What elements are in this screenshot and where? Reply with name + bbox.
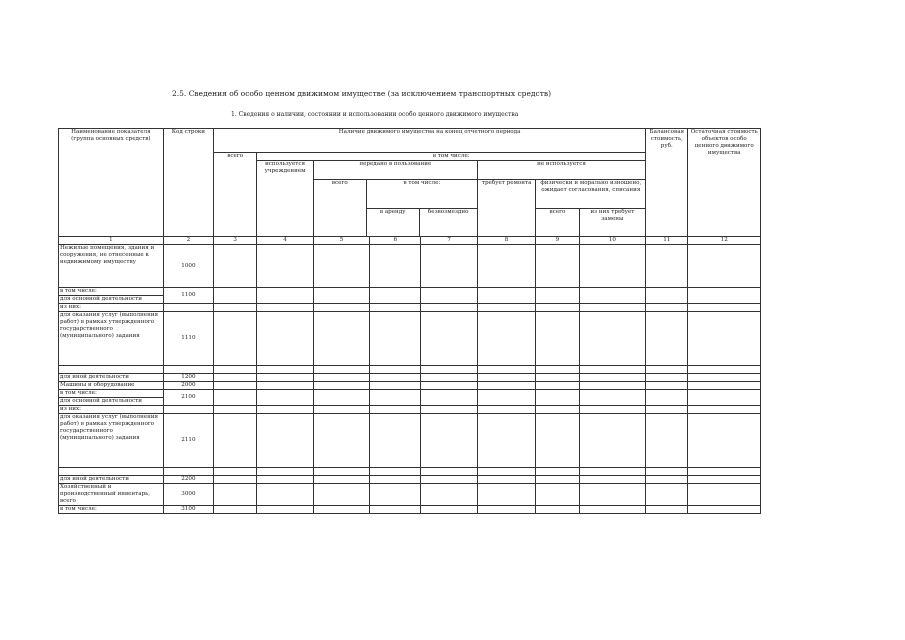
header-residual-cost: Остаточная стоимость объектов особо ценного движимого имущества	[688, 129, 761, 237]
value-cell[interactable]	[477, 304, 535, 312]
value-cell[interactable]	[214, 382, 257, 390]
row-code: 2200	[163, 476, 213, 484]
spacer-row	[59, 468, 761, 476]
row-label: для иной деятельности	[59, 374, 164, 382]
column-number: 11	[646, 237, 688, 245]
value-cell[interactable]	[477, 506, 535, 514]
value-cell[interactable]	[646, 476, 688, 484]
value-cell[interactable]	[370, 390, 421, 406]
value-cell[interactable]	[536, 506, 579, 514]
header-free-use: безвозмездно	[427, 208, 469, 215]
value-cell[interactable]	[477, 484, 535, 506]
value-cell[interactable]	[257, 374, 313, 382]
header-transferred-total: всего	[314, 180, 367, 236]
table-row	[59, 312, 761, 366]
value-cell[interactable]	[257, 406, 313, 414]
value-cell[interactable]	[688, 312, 761, 366]
empty-cell	[477, 366, 535, 374]
value-cell[interactable]	[257, 506, 313, 514]
header-transferred: передано в пользование	[313, 161, 477, 180]
value-cell[interactable]	[313, 484, 369, 506]
empty-cell	[163, 366, 213, 374]
value-cell[interactable]	[370, 382, 421, 390]
column-number: 9	[536, 237, 579, 245]
value-cell[interactable]	[579, 484, 646, 506]
value-cell[interactable]	[579, 414, 646, 468]
value-cell[interactable]	[688, 288, 761, 304]
column-number: 12	[688, 237, 761, 245]
value-cell[interactable]	[370, 288, 421, 304]
row-code: 1110	[163, 312, 213, 366]
value-cell[interactable]	[579, 374, 646, 382]
row-label: для основной деятельности	[59, 296, 164, 304]
value-cell[interactable]	[688, 506, 761, 514]
table-row	[59, 476, 761, 484]
row-code: 1000	[163, 245, 213, 288]
value-cell[interactable]	[214, 390, 257, 406]
row-label: для основной деятельности	[59, 398, 164, 406]
value-cell[interactable]	[536, 414, 579, 468]
column-numbers-row	[59, 237, 761, 245]
value-cell[interactable]	[646, 374, 688, 382]
table-row	[59, 414, 761, 468]
table-row	[59, 288, 761, 296]
value-cell[interactable]	[646, 506, 688, 514]
value-cell[interactable]	[477, 390, 535, 406]
value-cell[interactable]	[688, 484, 761, 506]
value-cell[interactable]	[579, 476, 646, 484]
value-cell[interactable]	[421, 382, 477, 390]
value-cell[interactable]	[477, 288, 535, 304]
value-cell[interactable]	[421, 245, 477, 288]
empty-cell	[313, 366, 369, 374]
value-cell[interactable]	[370, 245, 421, 288]
row-label: Машины и оборудование	[59, 382, 164, 390]
value-cell[interactable]	[421, 304, 477, 312]
value-cell[interactable]	[370, 312, 421, 366]
property-table	[58, 128, 761, 514]
empty-cell	[421, 366, 477, 374]
value-cell[interactable]	[257, 312, 313, 366]
value-cell[interactable]	[421, 414, 477, 468]
value-cell[interactable]	[477, 382, 535, 390]
row-code: 2100	[163, 390, 213, 406]
value-cell[interactable]	[421, 406, 477, 414]
value-cell[interactable]	[688, 382, 761, 390]
row-label: Нежилые помещения, здания и сооружения, не отнесенные к недвижимому имуществу	[59, 245, 164, 288]
header-rent: в аренду	[366, 208, 419, 236]
row-code: 3100	[163, 506, 213, 514]
value-cell[interactable]	[313, 374, 369, 382]
row-label: из них:	[59, 304, 164, 312]
value-cell[interactable]	[688, 476, 761, 484]
value-cell[interactable]	[257, 245, 313, 288]
empty-cell	[214, 468, 257, 476]
value-cell[interactable]	[688, 390, 761, 406]
value-cell[interactable]	[313, 245, 369, 288]
row-label: Хозяйственный и производственный инвентарь, всего	[59, 484, 164, 506]
row-label: в том числе:	[59, 288, 164, 296]
header-balance-cost: Балансовая стоимость, руб.	[646, 129, 688, 237]
value-cell[interactable]	[370, 406, 421, 414]
value-cell[interactable]	[646, 304, 688, 312]
header-not-used: не используется	[477, 161, 645, 180]
header-code: Код строки	[163, 129, 213, 237]
value-cell[interactable]	[214, 506, 257, 514]
value-cell[interactable]	[421, 476, 477, 484]
table-row	[59, 506, 761, 514]
value-cell[interactable]	[579, 406, 646, 414]
value-cell[interactable]	[313, 390, 369, 406]
value-cell[interactable]	[313, 288, 369, 304]
value-cell[interactable]	[257, 414, 313, 468]
empty-cell	[163, 468, 213, 476]
value-cell[interactable]	[421, 374, 477, 382]
row-code: 1100	[163, 288, 213, 304]
header-transferred-including: в том числе:	[366, 180, 476, 208]
value-cell[interactable]	[646, 414, 688, 468]
header-needs-repair: требует ремонта	[478, 180, 536, 236]
empty-cell	[370, 468, 421, 476]
empty-cell	[536, 366, 579, 374]
value-cell[interactable]	[313, 382, 369, 390]
value-cell[interactable]	[536, 288, 579, 304]
value-cell[interactable]	[313, 406, 369, 414]
header-including: в том числе:	[257, 153, 646, 161]
value-cell[interactable]	[477, 245, 535, 288]
value-cell[interactable]	[646, 484, 688, 506]
value-cell[interactable]	[421, 506, 477, 514]
value-cell[interactable]	[579, 506, 646, 514]
subsection-title: 1. Сведения о наличии, состоянии и использовании особо ценного движимого имущества	[231, 111, 519, 118]
column-number: 2	[163, 237, 213, 245]
column-number: 7	[421, 237, 477, 245]
empty-cell	[646, 468, 688, 476]
value-cell[interactable]	[370, 414, 421, 468]
value-cell[interactable]	[579, 382, 646, 390]
value-cell[interactable]	[477, 414, 535, 468]
empty-cell	[214, 366, 257, 374]
header-total: всего	[214, 153, 257, 237]
value-cell[interactable]	[536, 382, 579, 390]
empty-cell	[646, 366, 688, 374]
value-cell[interactable]	[421, 312, 477, 366]
header-worn-replace: из них требует замены	[590, 208, 635, 222]
value-cell[interactable]	[579, 245, 646, 288]
value-cell[interactable]	[421, 288, 477, 304]
column-number: 6	[370, 237, 421, 245]
row-code: 1200	[163, 374, 213, 382]
value-cell[interactable]	[214, 414, 257, 468]
row-code	[163, 304, 213, 312]
empty-cell	[477, 468, 535, 476]
empty-cell	[370, 366, 421, 374]
column-number: 1	[59, 237, 164, 245]
value-cell[interactable]	[370, 374, 421, 382]
value-cell[interactable]	[579, 390, 646, 406]
empty-cell	[59, 366, 164, 374]
value-cell[interactable]	[646, 382, 688, 390]
header-worn-total: всего	[536, 208, 579, 236]
value-cell[interactable]	[214, 406, 257, 414]
value-cell[interactable]	[688, 304, 761, 312]
empty-cell	[257, 366, 313, 374]
column-number: 10	[579, 237, 646, 245]
value-cell[interactable]	[214, 374, 257, 382]
empty-cell	[421, 468, 477, 476]
value-cell[interactable]	[536, 390, 579, 406]
row-label: в том числе:	[59, 506, 164, 514]
value-cell[interactable]	[536, 476, 579, 484]
row-label: в том числе:	[59, 390, 164, 398]
value-cell[interactable]	[477, 312, 535, 366]
value-cell[interactable]	[579, 288, 646, 304]
table-row	[59, 374, 761, 382]
value-cell[interactable]	[477, 476, 535, 484]
value-cell[interactable]	[579, 312, 646, 366]
value-cell[interactable]	[688, 374, 761, 382]
value-cell[interactable]	[646, 245, 688, 288]
value-cell[interactable]	[257, 382, 313, 390]
value-cell[interactable]	[688, 406, 761, 414]
row-code	[163, 406, 213, 414]
header-name: Наименование показателя (группа основных средств)	[59, 129, 164, 237]
value-cell[interactable]	[536, 406, 579, 414]
value-cell[interactable]	[477, 374, 535, 382]
value-cell[interactable]	[646, 390, 688, 406]
value-cell[interactable]	[313, 414, 369, 468]
row-label: для оказания услуг (выполнения работ) в рамках утвержденного государственного (муниципального) задания	[59, 312, 164, 366]
row-code: 2000	[163, 382, 213, 390]
value-cell[interactable]	[646, 406, 688, 414]
value-cell[interactable]	[313, 476, 369, 484]
empty-cell	[688, 468, 761, 476]
value-cell[interactable]	[579, 304, 646, 312]
value-cell[interactable]	[421, 484, 477, 506]
value-cell[interactable]	[257, 288, 313, 304]
value-cell[interactable]	[214, 476, 257, 484]
empty-cell	[688, 366, 761, 374]
row-code: 3000	[163, 484, 213, 506]
section-title: 2.5. Сведения об особо ценном движимом имуществе (за исключением транспортных средств)	[172, 89, 551, 98]
column-number: 5	[313, 237, 369, 245]
value-cell[interactable]	[214, 312, 257, 366]
value-cell[interactable]	[313, 506, 369, 514]
value-cell[interactable]	[646, 312, 688, 366]
row-label: для оказания услуг (выполнения работ) в рамках утвержденного государственного (муниципального) задания	[59, 414, 164, 468]
value-cell[interactable]	[536, 304, 579, 312]
header-used-by-institution: используется учреждением	[257, 161, 313, 237]
table-row	[59, 390, 761, 398]
column-number: 8	[477, 237, 535, 245]
value-cell[interactable]	[214, 245, 257, 288]
table-row	[59, 484, 761, 506]
value-cell[interactable]	[536, 374, 579, 382]
value-cell[interactable]	[214, 304, 257, 312]
value-cell[interactable]	[313, 312, 369, 366]
table-row	[59, 245, 761, 288]
table-row	[59, 406, 761, 414]
empty-cell	[313, 468, 369, 476]
value-cell[interactable]	[313, 304, 369, 312]
value-cell[interactable]	[536, 484, 579, 506]
value-cell[interactable]	[688, 245, 761, 288]
value-cell[interactable]	[257, 476, 313, 484]
value-cell[interactable]	[370, 476, 421, 484]
value-cell[interactable]	[370, 484, 421, 506]
value-cell[interactable]	[214, 288, 257, 304]
value-cell[interactable]	[257, 304, 313, 312]
value-cell[interactable]	[536, 312, 579, 366]
row-code: 2110	[163, 414, 213, 468]
empty-cell	[579, 468, 646, 476]
value-cell[interactable]	[536, 245, 579, 288]
value-cell[interactable]	[421, 390, 477, 406]
value-cell[interactable]	[257, 484, 313, 506]
empty-cell	[579, 366, 646, 374]
table-row	[59, 304, 761, 312]
column-number: 3	[214, 237, 257, 245]
value-cell[interactable]	[214, 484, 257, 506]
header-worn-out: физически и морально изношено, ожидает согласования, списания	[536, 180, 645, 208]
value-cell[interactable]	[477, 406, 535, 414]
spacer-row	[59, 366, 761, 374]
column-number: 4	[257, 237, 313, 245]
table-row	[59, 382, 761, 390]
row-label: для иной деятельности	[59, 476, 164, 484]
header-presence: Наличие движимого имущества на конец отчетного периода	[214, 129, 646, 153]
value-cell[interactable]	[370, 304, 421, 312]
empty-cell	[59, 468, 164, 476]
empty-cell	[257, 468, 313, 476]
row-label: из них:	[59, 406, 164, 414]
value-cell[interactable]	[688, 414, 761, 468]
value-cell[interactable]	[257, 390, 313, 406]
value-cell[interactable]	[370, 506, 421, 514]
value-cell[interactable]	[646, 288, 688, 304]
empty-cell	[536, 468, 579, 476]
